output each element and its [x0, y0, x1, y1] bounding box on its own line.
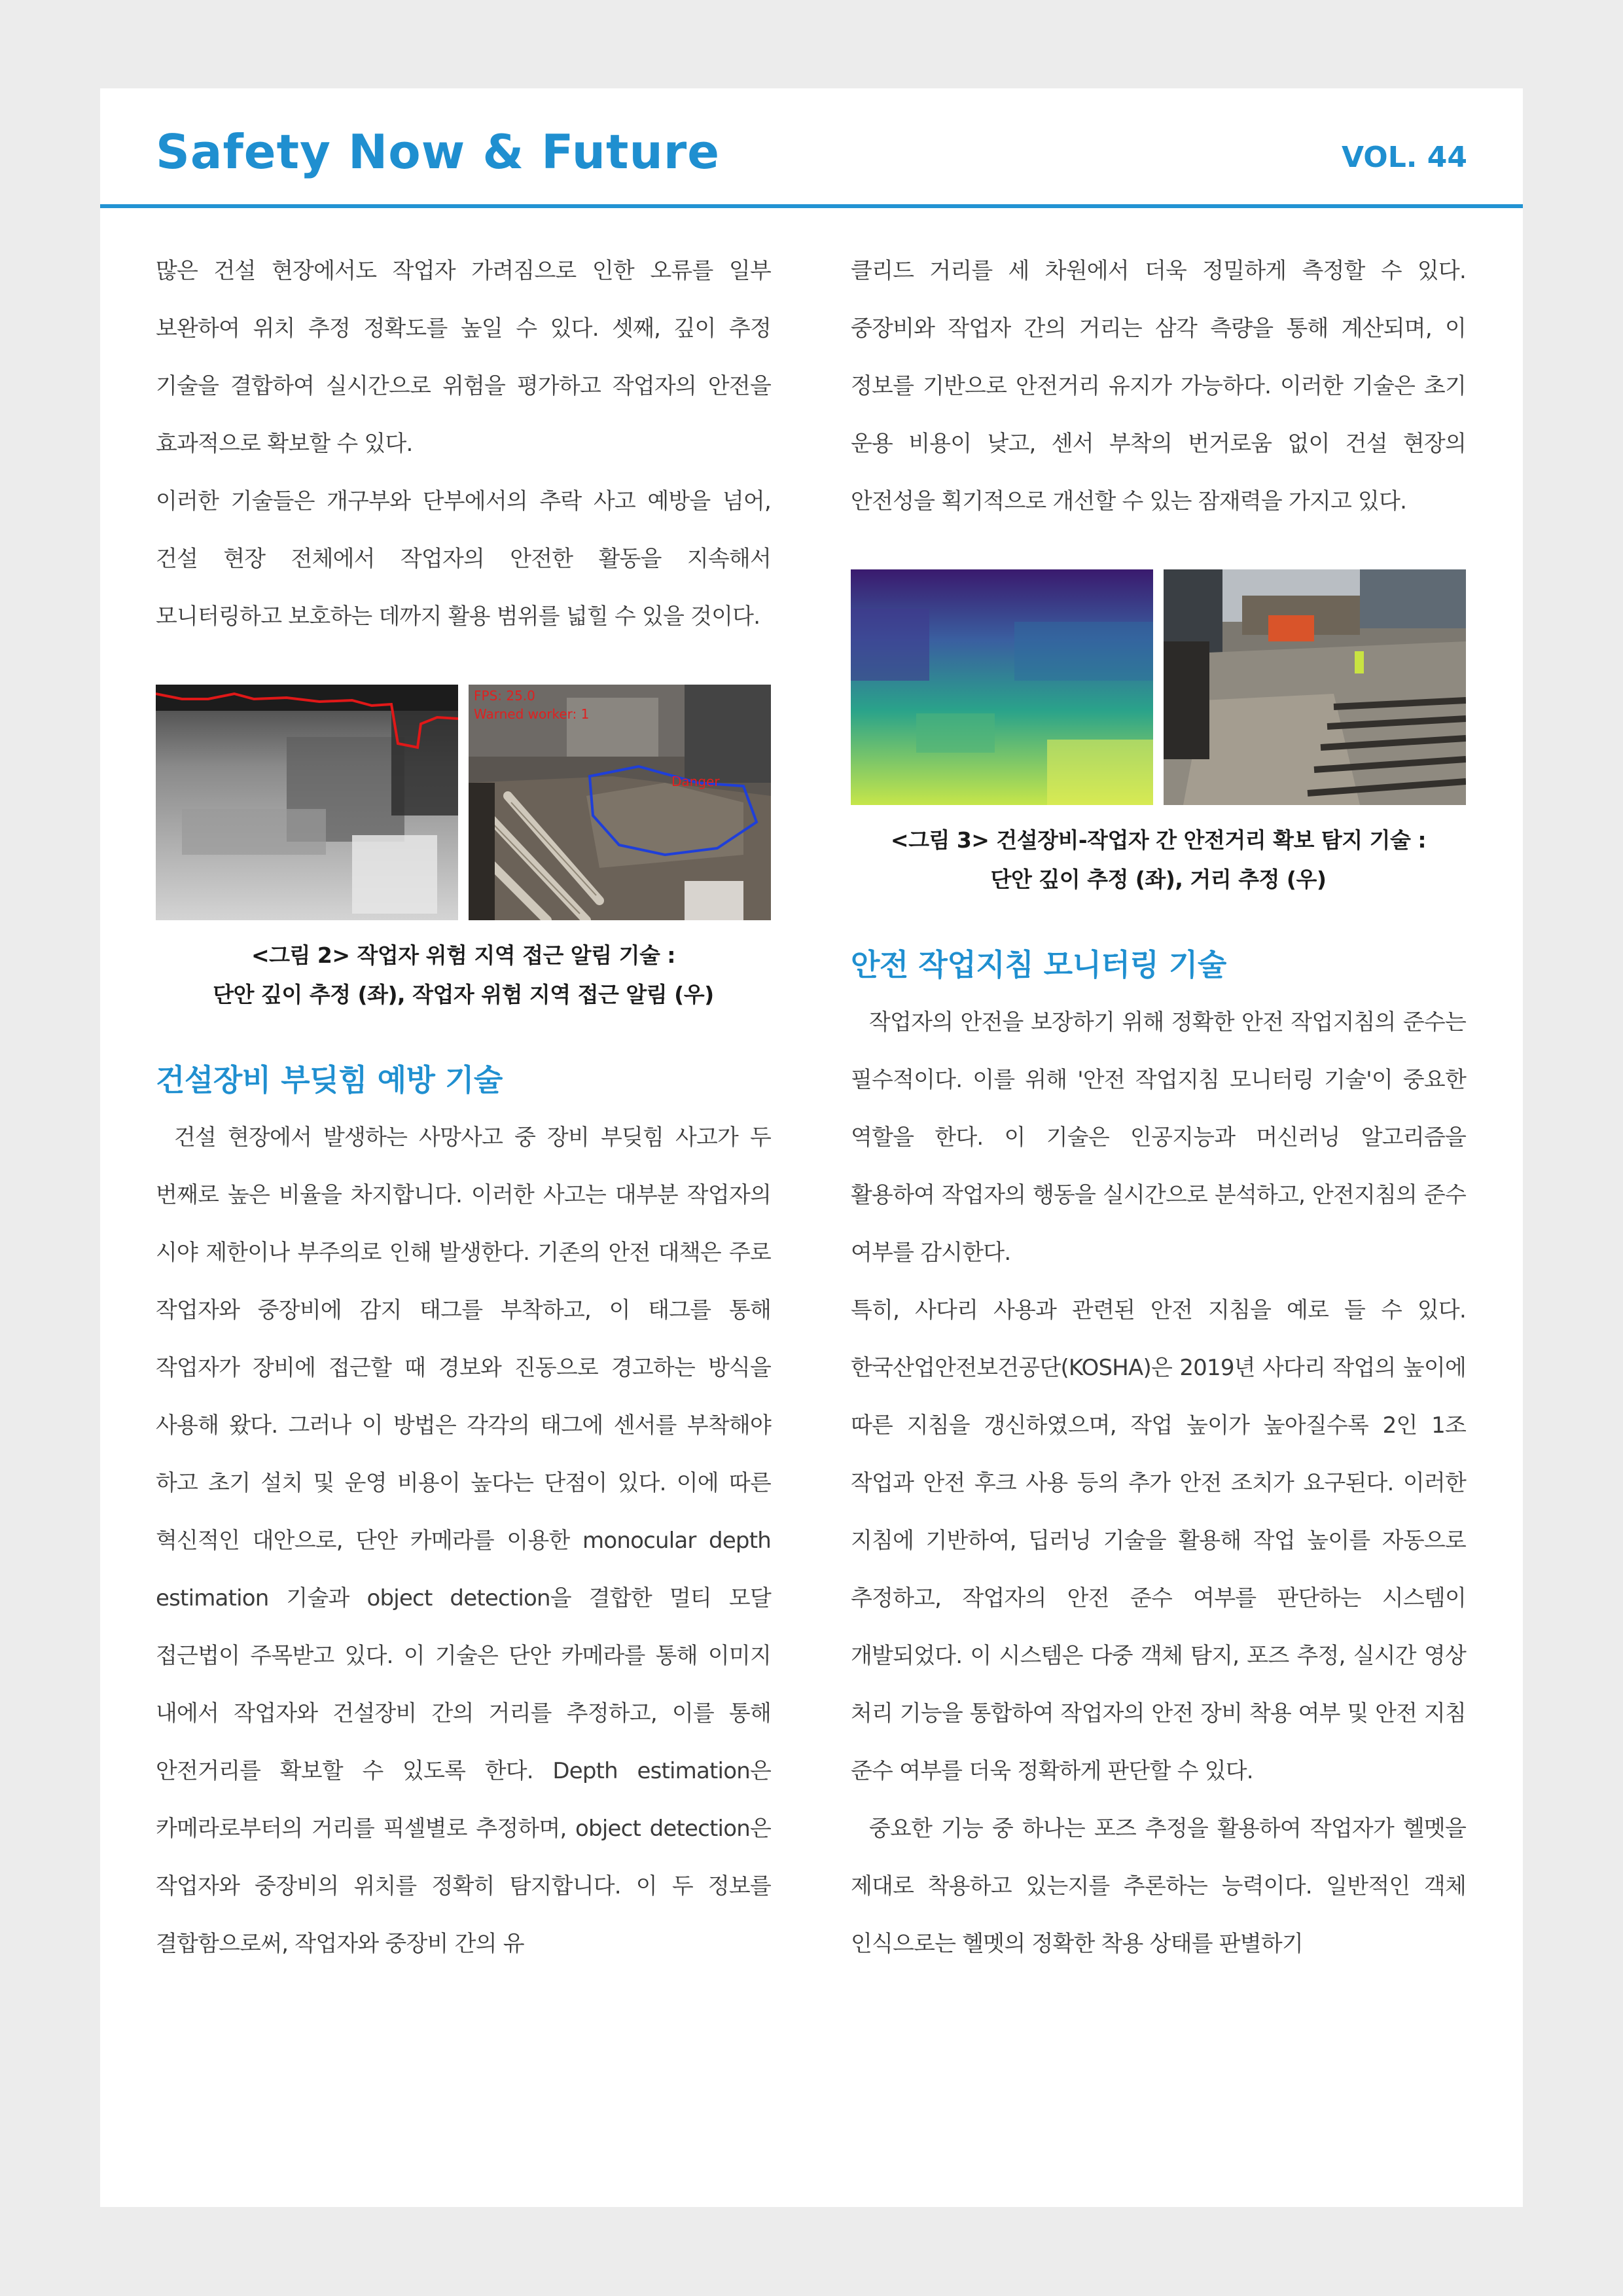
body-paragraph: 이러한 기술들은 개구부와 단부에서의 추락 사고 예방을 넘어, 건설 현장 전체에서 작업자의 안전한 활동을 지속해서 모니터링하고 보호하는 데까지 활용 범위를 넓힐 수 있을 것이다.: [156, 488, 771, 630]
section-heading: 안전 작업지침 모니터링 기술: [851, 947, 1226, 982]
body-paragraph: 특히, 사다리 사용과 관련된 안전 지침을 예로 들 수 있다. 한국산업안전보건공단(KOSHA)은 2019년 사다리 작업의 높이에 따른 지침을 갱신하였으며, 작업 높이가 높아질수록 2인 1조 작업과 안전 후크 사용 등의 추가 안전 조치가 요구된다. 이러한 지침에 기반하여, 딥러닝 기술을 활용해 작업 높이를 자동으로 추정하고, 작업자의 안전 준수 여부를 판단하는 시스템이 개발되었다. 이 시스템은 다중 객체 탐지, 포즈 추정, 실시간 영상 처리 기능을 통합하여 작업자의 안전 장비 착용 여부 및 안전 지침 준수 여부를 더욱 정확하게 판단할 수 있다.: [851, 1297, 1466, 1784]
page: [100, 88, 1523, 2207]
body-paragraph: 중요한 기능 중 하나는 포즈 추정을 활용하여 작업자가 헬멧을 제대로 착용하고 있는지를 추론하는 능력이다. 일반적인 객체 인식으로는 헬멧의 정확한 착용 상태를 판별하기: [851, 1816, 1466, 1957]
fps-overlay: FPS: 25.0: [474, 688, 535, 704]
figure-2-caption: [156, 936, 771, 1014]
body-paragraph: 클리드 거리를 세 차원에서 더욱 정밀하게 측정할 수 있다. 중장비와 작업자 간의 거리는 삼각 측량을 통해 계산되며, 이 정보를 기반으로 안전거리 유지가 가능하다. 이러한 기술은 초기 운용 비용이 낮고, 센서 부착의 번거로움 없이 건설 현장의 안전성을 획기적으로 개선할 수 있는 잠재력을 가지고 있다.: [851, 258, 1466, 514]
volume-number: VOL. 44: [1342, 141, 1467, 174]
caption-line: 단안 깊이 추정 (좌), 거리 추정 (우): [990, 867, 1327, 892]
caption-line: <그림 3> 건설장비-작업자 간 안전거리 확보 탐지 기술 :: [890, 827, 1427, 853]
body-paragraph: 작업자의 안전을 보장하기 위해 정확한 안전 작업지침의 준수는 필수적이다. 이를 위해 '안전 작업지침 모니터링 기술'이 중요한 역할을 한다. 이 기술은 인공지능과 머신러닝 알고리즘을 활용하여 작업자의 행동을 실시간으로 분석하고, 안전지침의 준수 여부를 감시한다.: [851, 1009, 1466, 1266]
caption-line: 단안 깊이 추정 (좌), 작업자 위험 지역 접근 알림 (우): [213, 982, 714, 1007]
figure-3-images: [851, 569, 1466, 805]
figure-3-caption: [851, 821, 1466, 899]
distance-estimation-image: [1164, 569, 1466, 805]
page-header: [100, 88, 1523, 207]
figure-3: [851, 569, 1466, 899]
figure-2: [156, 685, 771, 1014]
depth-estimation-image: [851, 569, 1153, 805]
section-heading: 건설장비 부딪힘 예방 기술: [156, 1062, 503, 1098]
caption-line: <그림 2> 작업자 위험 지역 접근 알림 기술 :: [251, 942, 676, 968]
warned-worker-overlay: Warned worker: 1: [474, 706, 590, 722]
danger-label: Danger: [671, 774, 720, 789]
right-column: [851, 242, 1466, 1973]
body-paragraph: 많은 건설 현장에서도 작업자 가려짐으로 인한 오류를 일부 보완하여 위치 추정 정확도를 높일 수 있다. 셋째, 깊이 추정 기술을 결합하여 실시간으로 위험을 평가하고 작업자의 안전을 효과적으로 확보할 수 있다.: [156, 258, 771, 457]
figure-2-images: [156, 685, 771, 920]
body-paragraph: 건설 현장에서 발생하는 사망사고 중 장비 부딪힘 사고가 두 번째로 높은 비율을 차지합니다. 이러한 사고는 대부분 작업자의 시야 제한이나 부주의로 인해 발생한다. 기존의 안전 대책은 주로 작업자와 중장비에 감지 태그를 부착하고, 이 태그를 통해 작업자가 장비에 접근할 때 경보와 진동으로 경고하는 방식을 사용해 왔다. 그러나 이 방법은 각각의 태그에 센서를 부착해야 하고 초기 설치 및 운영 비용이 높다는 단점이 있다. 이에 따른 혁신적인 대안으로, 단안 카메라를 이용한 monocular depth estimation 기술과 object detection을 결합한 멀티 모달 접근법이 주목받고 있다. 이 기술은 단안 카메라를 통해 이미지 내에서 작업자와 건설장비 간의 거리를 추정하고, 이를 통해 안전거리를 확보할 수 있도록 한다. Depth estimation은 카메라로부터의 거리를 픽셀별로 추정하며, object detection은 작업자와 중장비의 위치를 정확히 탐지합니다. 이 두 정보를 결합함으로써, 작업자와 중장비 간의 유: [156, 1124, 771, 1957]
left-column: [156, 242, 771, 1973]
header-divider: [100, 204, 1523, 208]
newsletter-title: Safety Now & Future: [156, 124, 721, 179]
depth-estimation-image: [156, 685, 458, 920]
danger-zone-alert-image: [469, 685, 771, 920]
